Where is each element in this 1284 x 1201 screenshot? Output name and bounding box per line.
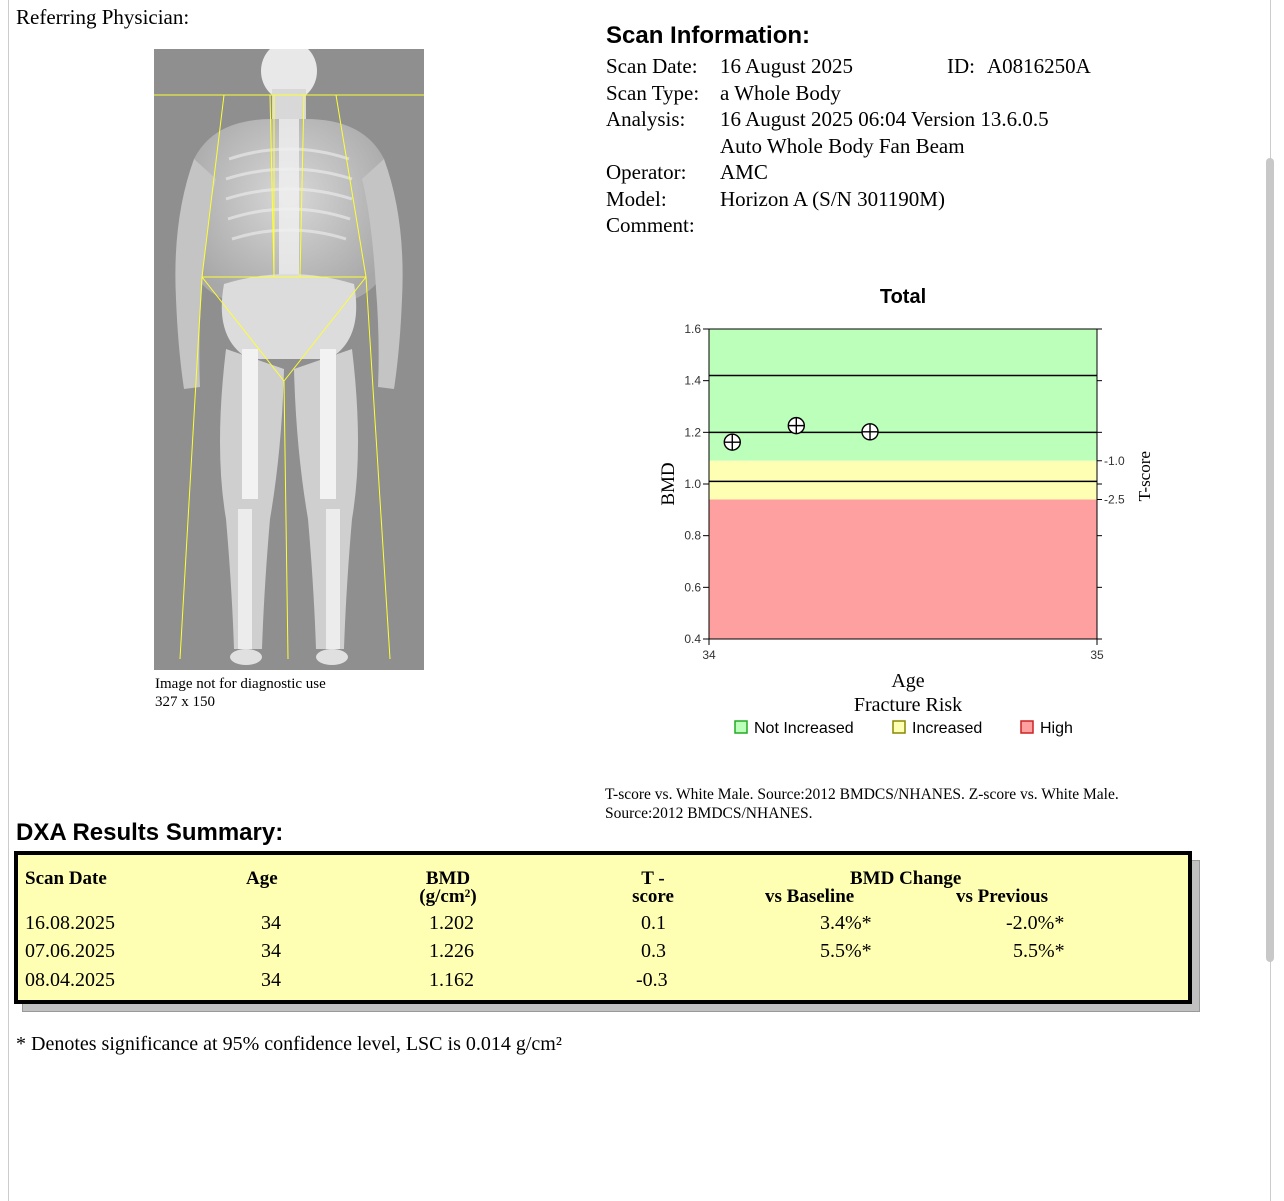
legend-swatch: [1021, 721, 1033, 733]
header-bmd-line2: (g/cm²): [419, 886, 477, 907]
y-tick-label: 0.8: [684, 528, 701, 543]
t-tick-label: -2.5: [1104, 492, 1125, 507]
patient-id-value: A0816250A: [987, 54, 1091, 78]
chart-title: Total: [879, 286, 927, 308]
info-row-operator: [606, 160, 768, 185]
header-bmd-change: BMD Change: [850, 868, 962, 889]
y-tick-label: 1.2: [684, 425, 701, 440]
legend-label: High: [1040, 720, 1073, 737]
row1-vs-previous: -2.0%*: [1006, 912, 1065, 934]
row2-vs-baseline: 5.5%*: [820, 940, 872, 962]
x-tick-label: 34: [702, 648, 716, 662]
info-label: Analysis:: [606, 107, 686, 131]
y-tick-label: 1.4: [684, 373, 701, 388]
x-tick-label: 35: [1090, 648, 1104, 662]
significance-footnote: * Denotes significance at 95% confidence level, LSC is 0.014 g/cm²: [16, 1033, 562, 1055]
vertical-scrollbar[interactable]: [1266, 158, 1274, 962]
info-label: Scan Type:: [606, 81, 700, 105]
header-vs-baseline: vs Baseline: [765, 886, 855, 907]
legend-label: Not Increased: [754, 720, 854, 737]
info-row-analysis: [606, 107, 1049, 132]
image-caption: [155, 675, 326, 711]
info-row-model: [606, 187, 945, 212]
header-tscore-line1: T -: [641, 868, 665, 889]
patient-id-label: ID:: [947, 54, 975, 78]
header-bmd-line1: BMD: [425, 868, 471, 889]
legend-title: Fracture Risk: [853, 694, 963, 716]
row1-date: 16.08.2025: [25, 912, 115, 934]
info-value: AMC: [720, 160, 768, 184]
info-label: Model:: [606, 187, 667, 211]
y-tick-label: 0.6: [684, 580, 701, 595]
image-caption-line2: 327 x 150: [155, 694, 215, 710]
dxa-summary-title: DXA Results Summary:: [16, 819, 284, 846]
x-axis-label: Age: [891, 670, 925, 692]
y2-axis-label: T-score: [1135, 451, 1154, 502]
info-value: a Whole Body: [720, 81, 841, 105]
row2-age: 34: [261, 940, 281, 962]
row3-date: 08.04.2025: [25, 969, 115, 991]
info-value: 16 August 2025 06:04 Version 13.6.0.5: [720, 107, 1049, 131]
info-value: Auto Whole Body Fan Beam: [720, 134, 965, 158]
header-tscore: [613, 870, 693, 906]
legend-label: Increased: [912, 720, 983, 737]
info-row-comment: [606, 213, 695, 238]
y-tick-label: 1.0: [684, 477, 701, 491]
bmd-total-chart: [640, 280, 1180, 750]
y-tick-label: 0.4: [684, 632, 701, 646]
info-label: Scan Date:: [606, 54, 698, 78]
row3-tscore: -0.3: [636, 969, 668, 991]
row1-vs-baseline: 3.4%*: [820, 912, 872, 934]
row3-age: 34: [261, 969, 281, 991]
zone-high: [709, 500, 1097, 640]
row3-bmd: 1.162: [429, 969, 474, 991]
header-bmd: [403, 870, 493, 906]
header-scan-date: Scan Date: [25, 868, 107, 889]
info-label: Comment:: [606, 213, 695, 237]
image-caption-line1: Image not for diagnostic use: [155, 676, 326, 692]
row2-tscore: 0.3: [641, 940, 666, 962]
header-tscore-line2: score: [632, 886, 674, 907]
t-tick-label: -1.0: [1104, 453, 1125, 468]
referring-physician-label: Referring Physician:: [16, 5, 190, 29]
info-value: Horizon A (S/N 301190M): [720, 187, 945, 211]
row1-age: 34: [261, 912, 281, 934]
y-axis-label: BMD: [658, 462, 679, 506]
row1-tscore: 0.1: [641, 912, 666, 934]
dxa-results-table: [14, 851, 1192, 1004]
zone-not-increased: [709, 329, 1097, 461]
zone-increased: [709, 461, 1097, 500]
row2-bmd: 1.226: [429, 940, 474, 962]
scan-info-title: Scan Information:: [606, 22, 811, 49]
info-label: Operator:: [606, 160, 687, 184]
y-tick-label: 1.6: [684, 322, 701, 336]
row2-vs-previous: 5.5%*: [1013, 940, 1065, 962]
info-row-scan-type: [606, 81, 841, 106]
header-vs-previous: vs Previous: [956, 886, 1049, 907]
info-row-scan-date: [606, 54, 854, 79]
reference-source-note: T-score vs. White Male. Source:2012 BMDCS/NHANES. Z-score vs. White Male. Source:2012 BMDCS/NHANES.: [605, 786, 1119, 822]
legend-swatch: [735, 721, 747, 733]
header-age: Age: [246, 868, 278, 889]
legend-swatch: [893, 721, 905, 733]
page-left-border: [8, 0, 9, 1201]
row1-bmd: 1.202: [429, 912, 474, 934]
dxa-scan-image: [154, 49, 424, 670]
info-value: 16 August 2025: [720, 54, 854, 78]
row2-date: 07.06.2025: [25, 940, 115, 962]
